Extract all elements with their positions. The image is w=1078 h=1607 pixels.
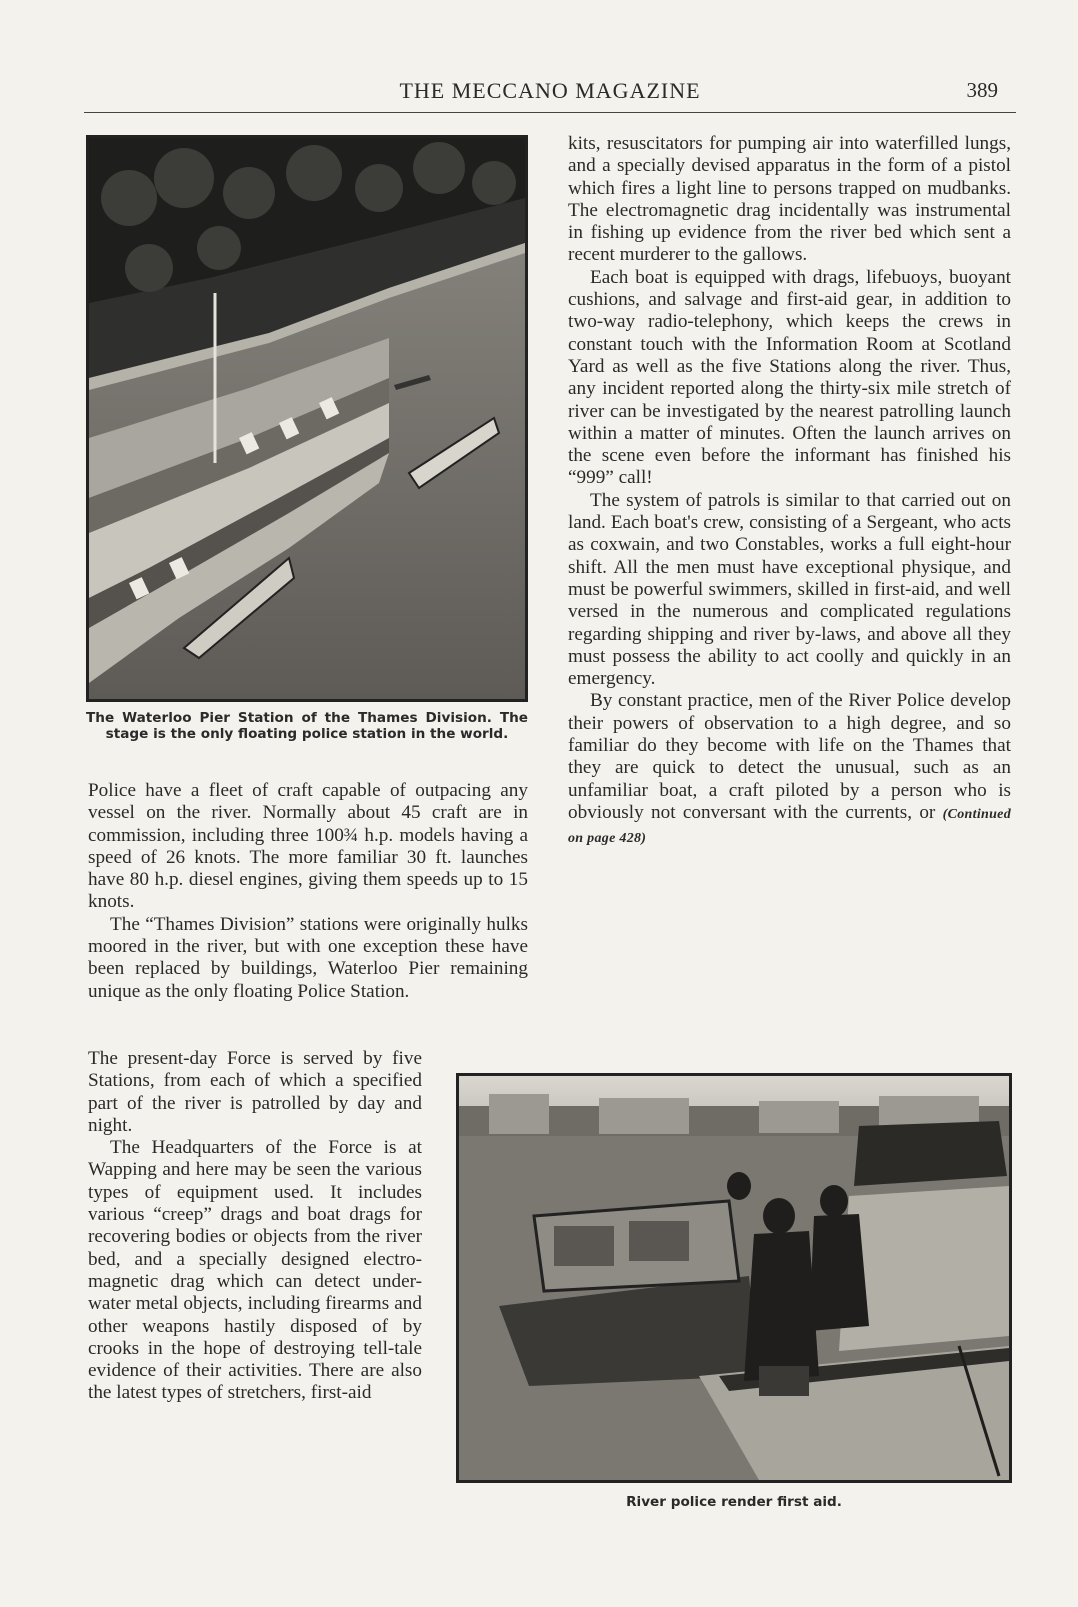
waterloo-pier-caption: The Waterloo Pier Station of the Thames Division. The stage is the only floating police station in the world. xyxy=(86,710,528,742)
paragraph-force: The present-day Force is served by five Stations, from each of which a specified part of the river is patrolled by day and night. xyxy=(88,1048,422,1136)
first-aid-photo xyxy=(456,1073,1012,1483)
left-column-narrow-text xyxy=(88,1048,422,1405)
first-aid-caption: River police render first aid. xyxy=(626,1494,842,1510)
waterloo-pier-image xyxy=(89,138,525,699)
page-header xyxy=(84,78,1016,113)
paragraph-patrols: The system of patrols is similar to that carried out on land. Each boat's crew, consisting of a Sergeant, who acts as coxwain, and two Constables, works a full eight-hour shift. All the men must have exceptional physique, and must be powerful swimmers, skilled in first-aid, and well versed in the numerous and complicated regulations regarding shipping and river by-laws, and above all they must possess the ability to act coolly and quickly in an emergency. xyxy=(568,489,1011,690)
page-number: 389 xyxy=(966,78,998,102)
paragraph-headquarters: The Headquarters of the Force is at Wapping and here may be seen the various types of equipment used. It includes various “creep” drags and boat drags for recovering bodies or objects from the river bed, and a specially designed electro-magnetic drag which can detect under-water metal objects, including firearms and other weapons hastily disposed of by crooks in the hope of destroying tell-tale evidence of their activities. There are also the latest types of stretchers, first-aid xyxy=(88,1137,422,1404)
paragraph-equipment: kits, resuscitators for pumping air into waterfilled lungs, and a specially devised apparatus in the form of a pistol which fires a light line to persons trapped on mudbanks. The electromagnetic drag incidentally was instrumental in fishing up evidence from the river bed which sent a recent murderer to the gallows. xyxy=(568,133,1011,266)
magazine-title: THE MECCANO MAGAZINE xyxy=(399,78,701,103)
paragraph-fleet: Police have a fleet of craft capable of outpacing any vessel on the river. Normally about 45 craft are in commission, including three 100¾ h.p. models having a speed of 26 knots. The more familiar 30 ft. launches have 80 h.p. diesel engines, giving them speeds up to 15 knots. xyxy=(88,780,528,913)
paragraph-observation xyxy=(568,690,1011,850)
paragraph-observation-text: By constant practice, men of the River Police develop their powers of observation to a high degree, and so familiar do they become with life on the Thames that they are quick to detect the unusual, such as an unfamiliar boat, a craft piloted by a person who is obviously not conversant with the currents, or xyxy=(568,690,1011,823)
paragraph-stations: The “Thames Division” stations were originally hulks moored in the river, but with one exception these have been replaced by buildings, Waterloo Pier remaining unique as the only floating Police Station. xyxy=(88,913,528,1002)
right-column-text xyxy=(568,133,1011,851)
continued-note: (Continued on page 428) xyxy=(568,806,1011,847)
first-aid-image xyxy=(459,1076,1009,1480)
paragraph-boat-equipment: Each boat is equipped with drags, lifebuoys, buoyant cushions, and salvage and first-aid gear, in addition to two-way radio-telephony, which keeps the crews in constant touch with the Information Room at Scotland Yard as well as the five Stations along the river. Thus, any incident reported along the thirty-six mile stretch of river can be investigated by the nearest patrolling launch within a matter of minutes. Often the launch arrives on the scene even before the informant has finished his “999” call! xyxy=(568,266,1011,489)
left-column-text xyxy=(88,780,528,1003)
waterloo-pier-photo xyxy=(86,135,528,702)
